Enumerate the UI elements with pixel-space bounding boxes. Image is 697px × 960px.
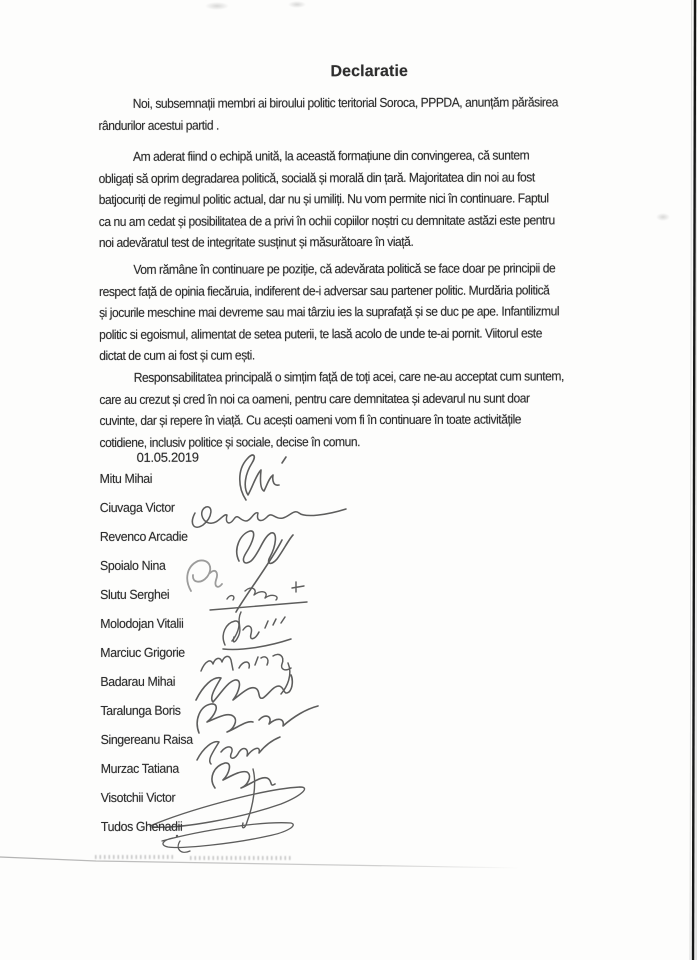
signatory-name: Marciuc Grigorie — [100, 644, 185, 660]
paragraph-line: Responsabilitatea principală o simțim față de toți acei, care ne-au acceptat cum suntem, — [133, 368, 564, 385]
paragraph-line: care au crezut și cred în noi ca oameni, pentru care demnitatea și adevarul nu sunt doar — [99, 389, 530, 407]
document-content — [98, 0, 643, 960]
paragraph-line: respect față de opinia fiecăruia, indiferent de-i adversar sau partener politic. Murdăria politică — [98, 281, 550, 299]
paragraph-4 — [99, 365, 599, 453]
scan-smudge — [288, 1, 306, 8]
paragraph-line: noi adevăratul test de integritate susținut și măsurătoare în viață. — [98, 233, 414, 250]
paragraph-line: rândurilor acestui partid . — [98, 117, 219, 133]
paragraph-line: Vom rămâne în continuare pe poziție, că adevărata politică se face doar pe principii de — [133, 260, 556, 277]
scan-smudge — [656, 213, 670, 221]
signatory-name: Visotchii Victor — [100, 789, 176, 805]
paragraph-line: politic si egoismul, alimentat de setea puterii, te lasă acolo de unde te-ai pornit. Viitorul este — [99, 324, 542, 342]
signatory-name: Badarau Mihai — [100, 673, 176, 689]
paragraph-line: Am aderat fiind o echipă unită, la această formațiune din convingerea, că suntem — [132, 147, 530, 164]
document-date: 01.05.2019 — [136, 449, 199, 465]
signatory-name: Ciuvaga Victor — [99, 499, 175, 515]
signatory-list — [100, 470, 401, 848]
clipped-text-fragment — [95, 855, 175, 859]
paragraph-line: cotidiene, inclusiv politice și sociale, decise în comun. — [99, 433, 361, 450]
paragraph-line: ca nu am cedat și posibilitatea de a privi în ochii copiilor noștri cu demnitate astăzi este pentru — [98, 211, 555, 229]
document-title: Declaratie — [330, 62, 409, 81]
clipped-text-fragment — [190, 856, 292, 860]
signatory-name: Tudos Ghenadii — [100, 818, 183, 834]
signatory-name: Molodojan Vitalii — [100, 615, 184, 631]
paragraph-line: cuvinte, dar și repere în viață. Cu acești oameni vom fi în continuare în toate activitățile — [99, 411, 522, 428]
signatory-name: Spoialo Nina — [99, 557, 166, 573]
paragraph-2 — [99, 144, 590, 253]
paragraph-line: obligați să oprim degradarea politică, socială și morală din țară. Majoritatea din noi au fost — [98, 168, 535, 186]
paragraph-line: batjocuriți de regimul politic actual, dar nu și umiliți. Nu vom permite nici în continuare. Faptul — [98, 190, 549, 207]
scan-smudge — [205, 2, 229, 10]
signatory-name: Taralunga Boris — [100, 702, 181, 718]
signatory-name: Murzac Tatiana — [100, 760, 179, 776]
signatory-name: Revenco Arcadie — [99, 528, 188, 544]
paragraph-3 — [99, 257, 594, 366]
signatory-name: Singereanu Raisa — [100, 731, 193, 747]
signatory-name: Mitu Mihai — [99, 470, 153, 486]
paragraph-line: dictat de cum ai fost și cum ești. — [99, 347, 255, 363]
paragraph-1 — [98, 91, 592, 136]
paragraph-line: Noi, subsemnații membri ai biroului politic teritorial Soroca, PPPDA, anunțăm părăsirea — [132, 94, 559, 111]
page-edge-shadow — [691, 0, 697, 960]
signatory-name: Slutu Serghei — [100, 586, 170, 602]
paragraph-line: și jocurile meschine mai devreme sau mai târziu ies la suprafață și se duc pe ape. Infantilizmul — [99, 303, 560, 320]
